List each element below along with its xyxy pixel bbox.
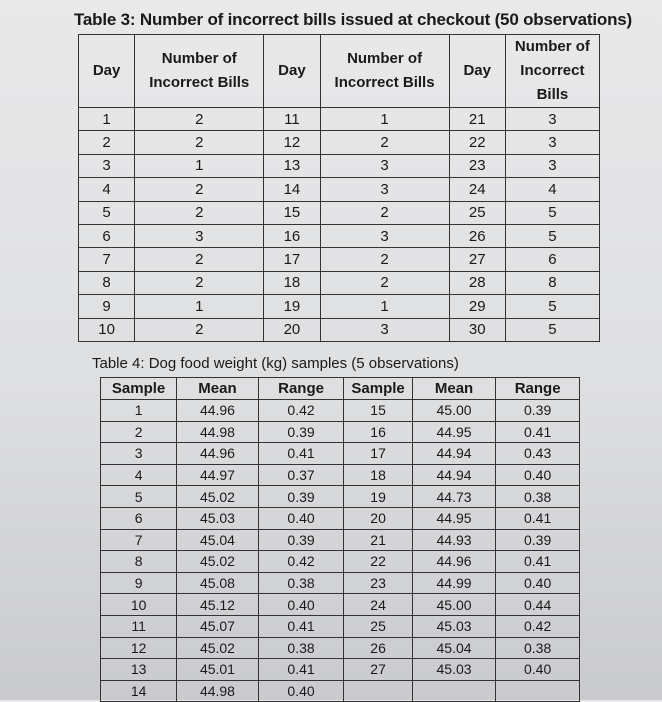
table-cell: 16 (344, 421, 412, 443)
table-row (101, 637, 580, 659)
table-cell: 4 (505, 178, 599, 201)
table-cell: 1 (101, 400, 177, 422)
table-cell: 26 (344, 637, 412, 659)
table-cell (344, 680, 412, 702)
table-cell: 45.07 (177, 615, 259, 637)
table-cell: 0.39 (258, 529, 344, 551)
table-cell: 12 (101, 637, 177, 659)
table-cell: 7 (79, 248, 135, 271)
table-cell: 30 (449, 318, 505, 341)
column-header: Day (449, 35, 505, 108)
table-row (79, 154, 600, 177)
table-cell: 11 (264, 108, 320, 131)
table-cell: 2 (320, 248, 449, 271)
column-header: Day (264, 35, 320, 108)
table-cell: 15 (344, 400, 412, 422)
table-cell: 11 (101, 615, 177, 637)
table-cell: 17 (344, 443, 412, 465)
table-cell: 28 (449, 271, 505, 294)
table-cell: 23 (449, 154, 505, 177)
incorrect-bills-table (78, 34, 600, 342)
table-cell: 5 (79, 201, 135, 224)
table-row (79, 318, 600, 341)
table-cell: 0.42 (258, 400, 344, 422)
table-cell: 12 (264, 131, 320, 154)
table-row (101, 680, 580, 702)
table-cell: 10 (101, 594, 177, 616)
table-cell: 45.02 (177, 486, 259, 508)
column-header: Number of Incorrect Bills (320, 35, 449, 108)
table-cell (412, 680, 495, 702)
table-cell: 0.40 (258, 507, 344, 529)
table-row (79, 131, 600, 154)
table-cell: 45.03 (412, 615, 495, 637)
table-cell: 44.98 (177, 680, 259, 702)
table-cell: 2 (135, 201, 264, 224)
table-cell: 1 (79, 108, 135, 131)
column-header: Mean (412, 378, 495, 400)
table-cell: 6 (79, 224, 135, 247)
table-cell: 45.02 (177, 637, 259, 659)
table-cell: 0.40 (496, 464, 580, 486)
table-cell: 8 (505, 271, 599, 294)
table-header-row (101, 378, 580, 400)
table3-title: Table 3: Number of incorrect bills issued at checkout (50 observations) (74, 10, 632, 29)
table-cell: 25 (344, 615, 412, 637)
table-cell: 13 (101, 659, 177, 681)
column-header: Mean (177, 378, 259, 400)
table-cell: 21 (344, 529, 412, 551)
table-cell: 0.38 (496, 486, 580, 508)
column-header: Sample (101, 378, 177, 400)
dog-food-weight-table (100, 377, 580, 702)
table-row (79, 271, 600, 294)
table-cell: 3 (320, 318, 449, 341)
table-cell: 44.98 (177, 421, 259, 443)
table-cell: 45.02 (177, 551, 259, 573)
table-cell: 2 (135, 108, 264, 131)
table-cell: 0.38 (496, 637, 580, 659)
table-cell: 0.37 (258, 464, 344, 486)
table-cell: 1 (135, 295, 264, 318)
table4-title: Table 4: Dog food weight (kg) samples (5 observations) (92, 355, 459, 372)
table-cell: 3 (320, 224, 449, 247)
column-header: Number of Incorrect Bills (135, 35, 264, 108)
table-row (101, 572, 580, 594)
table-cell: 8 (101, 551, 177, 573)
table-cell (496, 680, 580, 702)
table-cell: 0.41 (496, 421, 580, 443)
table-cell: 0.38 (258, 572, 344, 594)
table-cell: 45.08 (177, 572, 259, 594)
table-cell: 44.95 (412, 507, 495, 529)
column-header: Day (79, 35, 135, 108)
table-cell: 0.39 (258, 421, 344, 443)
table-cell: 3 (320, 178, 449, 201)
table-cell: 45.00 (412, 594, 495, 616)
table-cell: 45.00 (412, 400, 495, 422)
table-cell: 18 (264, 271, 320, 294)
table-row (101, 551, 580, 573)
table-cell: 5 (505, 295, 599, 318)
table-cell: 22 (449, 131, 505, 154)
table-cell: 45.04 (412, 637, 495, 659)
table-cell: 3 (505, 154, 599, 177)
table-cell: 3 (135, 224, 264, 247)
table-cell: 5 (505, 201, 599, 224)
table-cell: 13 (264, 154, 320, 177)
column-header: Number of Incorrect Bills (505, 35, 599, 108)
table-cell: 3 (505, 131, 599, 154)
table-row (101, 615, 580, 637)
table-cell: 0.41 (258, 659, 344, 681)
table-cell: 1 (320, 295, 449, 318)
table-row (101, 421, 580, 443)
table-cell: 44.93 (412, 529, 495, 551)
table-cell: 2 (320, 271, 449, 294)
table-cell: 19 (344, 486, 412, 508)
table-cell: 0.41 (496, 551, 580, 573)
table-cell: 44.96 (177, 443, 259, 465)
table-cell: 3 (101, 443, 177, 465)
table-cell: 0.43 (496, 443, 580, 465)
table-cell: 0.42 (258, 551, 344, 573)
table-cell: 23 (344, 572, 412, 594)
table-cell: 44.94 (412, 464, 495, 486)
table-cell: 5 (101, 486, 177, 508)
table-cell: 0.39 (496, 529, 580, 551)
table-body (101, 400, 580, 702)
table-cell: 27 (344, 659, 412, 681)
table-cell: 45.04 (177, 529, 259, 551)
table-cell: 20 (344, 507, 412, 529)
table-row (101, 486, 580, 508)
table-cell: 1 (320, 108, 449, 131)
table-cell: 2 (135, 318, 264, 341)
table-body (79, 108, 600, 342)
table-cell: 27 (449, 248, 505, 271)
table-cell: 6 (505, 248, 599, 271)
table-cell: 24 (449, 178, 505, 201)
table-row (79, 201, 600, 224)
table-cell: 21 (449, 108, 505, 131)
table-cell: 2 (135, 178, 264, 201)
table-cell: 44.95 (412, 421, 495, 443)
table-cell: 17 (264, 248, 320, 271)
table-cell: 2 (135, 271, 264, 294)
column-header: Range (496, 378, 580, 400)
table-cell: 44.73 (412, 486, 495, 508)
table-cell: 7 (101, 529, 177, 551)
table-cell: 0.39 (496, 400, 580, 422)
table-cell: 4 (79, 178, 135, 201)
table-cell: 44.97 (177, 464, 259, 486)
table-cell: 45.01 (177, 659, 259, 681)
table-cell: 24 (344, 594, 412, 616)
table-cell: 14 (264, 178, 320, 201)
table-cell: 0.40 (496, 659, 580, 681)
column-header: Range (258, 378, 344, 400)
table-cell: 14 (101, 680, 177, 702)
table-cell: 29 (449, 295, 505, 318)
table-cell: 44.94 (412, 443, 495, 465)
table-row (101, 443, 580, 465)
table-row (101, 464, 580, 486)
table-header-row (79, 35, 600, 108)
table-row (79, 108, 600, 131)
table-cell: 0.38 (258, 637, 344, 659)
table-cell: 1 (135, 154, 264, 177)
table-cell: 5 (505, 318, 599, 341)
table-cell: 44.96 (412, 551, 495, 573)
table-cell: 3 (79, 154, 135, 177)
table-cell: 15 (264, 201, 320, 224)
table-cell: 45.03 (177, 507, 259, 529)
table-cell: 0.41 (258, 443, 344, 465)
table-cell: 45.03 (412, 659, 495, 681)
table-row (79, 178, 600, 201)
table-cell: 0.40 (496, 572, 580, 594)
table-row (101, 529, 580, 551)
table-cell: 0.44 (496, 594, 580, 616)
table-cell: 25 (449, 201, 505, 224)
table-row (101, 594, 580, 616)
table-cell: 0.41 (496, 507, 580, 529)
table-cell: 9 (79, 295, 135, 318)
table-cell: 45.12 (177, 594, 259, 616)
table-row (101, 507, 580, 529)
table-cell: 44.99 (412, 572, 495, 594)
table-cell: 0.39 (258, 486, 344, 508)
table-cell: 3 (320, 154, 449, 177)
table-cell: 16 (264, 224, 320, 247)
table-cell: 0.41 (258, 615, 344, 637)
table-cell: 0.40 (258, 594, 344, 616)
table-cell: 9 (101, 572, 177, 594)
table-cell: 44.96 (177, 400, 259, 422)
table-row (101, 400, 580, 422)
table-cell: 2 (320, 201, 449, 224)
table-cell: 6 (101, 507, 177, 529)
table-row (79, 224, 600, 247)
table-row (79, 248, 600, 271)
table-cell: 2 (135, 248, 264, 271)
table-cell: 4 (101, 464, 177, 486)
table-cell: 0.42 (496, 615, 580, 637)
table-cell: 18 (344, 464, 412, 486)
table-cell: 20 (264, 318, 320, 341)
table-cell: 22 (344, 551, 412, 573)
table-cell: 2 (101, 421, 177, 443)
table-row (101, 659, 580, 681)
column-header: Sample (344, 378, 412, 400)
table-cell: 26 (449, 224, 505, 247)
table-cell: 2 (320, 131, 449, 154)
table-cell: 8 (79, 271, 135, 294)
table-cell: 0.40 (258, 680, 344, 702)
table-cell: 5 (505, 224, 599, 247)
table-cell: 3 (505, 108, 599, 131)
table-cell: 10 (79, 318, 135, 341)
table-cell: 2 (79, 131, 135, 154)
table-cell: 2 (135, 131, 264, 154)
table-cell: 19 (264, 295, 320, 318)
table-row (79, 295, 600, 318)
